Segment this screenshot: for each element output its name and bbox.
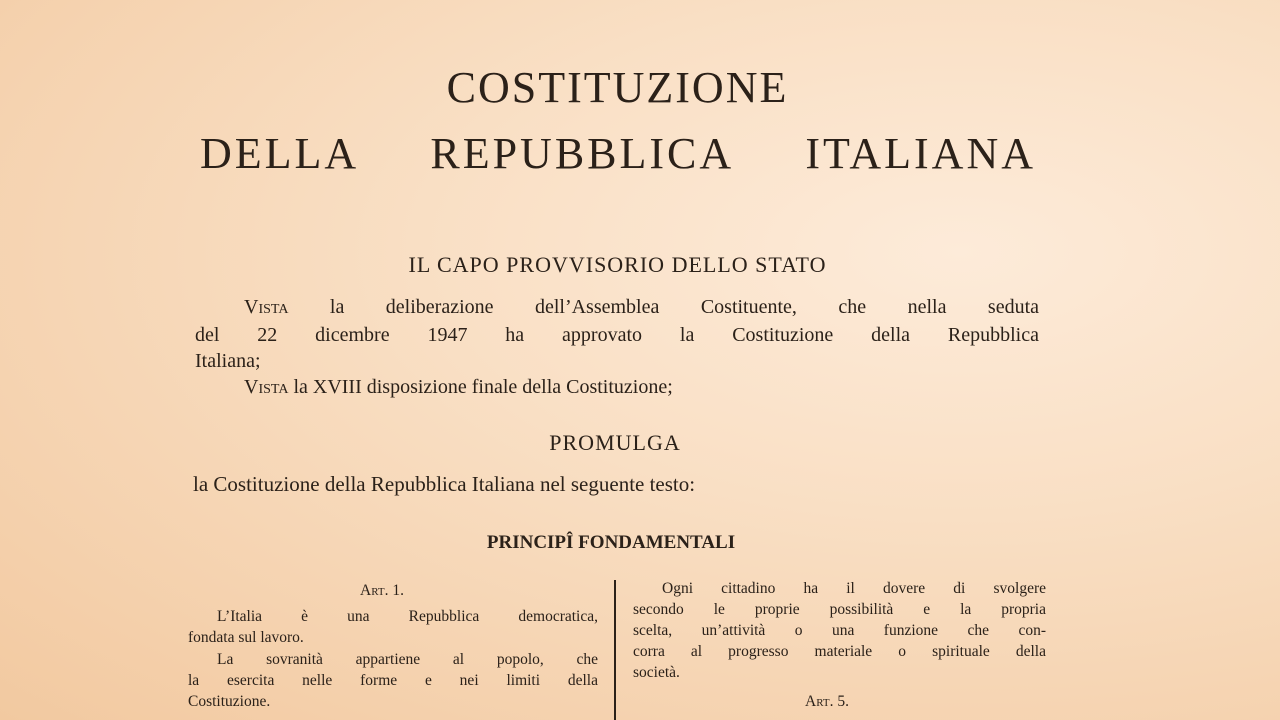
vista-label: Vista xyxy=(244,376,289,398)
preamble-line-3: Italiana; xyxy=(195,350,261,372)
left-article-title: Art. 1. xyxy=(360,582,404,599)
left-line: la esercita nelle forme e nei limiti della xyxy=(188,672,598,689)
preamble-text: la deliberazione dell’Assemblea Costituente, che nella seduta xyxy=(329,296,1040,318)
preamble-text: la XVIII disposizione finale della Costituzione; xyxy=(293,376,673,398)
right-line: società. xyxy=(633,664,680,681)
promulga-text: la Costituzione della Repubblica Italiana nel seguente testo: xyxy=(193,472,696,496)
title-line-2: DELLA REPUBBLICA ITALIANA xyxy=(200,129,1036,178)
right-line: secondo le proprie possibilità e la propria xyxy=(633,601,1046,618)
preamble-line-2: del 22 dicembre 1947 ha approvato la Costituzione della Repubblica xyxy=(195,324,1039,346)
column-divider xyxy=(614,580,616,720)
right-article-title: Art. 5. xyxy=(805,693,849,710)
promulga-heading: PROMULGA xyxy=(549,430,681,455)
section-heading: PRINCIPÎ FONDAMENTALI xyxy=(486,532,736,553)
preamble-line-4 xyxy=(244,376,673,399)
left-line: L’Italia è una Repubblica democratica, xyxy=(217,608,598,625)
heading: IL CAPO PROVVISORIO DELLO STATO xyxy=(408,252,827,277)
left-line: Costituzione. xyxy=(188,693,271,710)
preamble-line-1 xyxy=(244,296,1039,319)
right-line: scelta, un’attività o una funzione che con- xyxy=(633,622,1046,639)
right-line: corra al progresso materiale o spirituale della xyxy=(633,643,1046,660)
left-line: La sovranità appartiene al popolo, che xyxy=(217,651,598,668)
vista-label: Vista xyxy=(244,296,289,318)
left-line: fondata sul lavoro. xyxy=(188,629,304,646)
right-line: Ogni cittadino ha il dovere di svolgere xyxy=(662,580,1046,597)
title-line-1: COSTITUZIONE xyxy=(446,63,789,112)
